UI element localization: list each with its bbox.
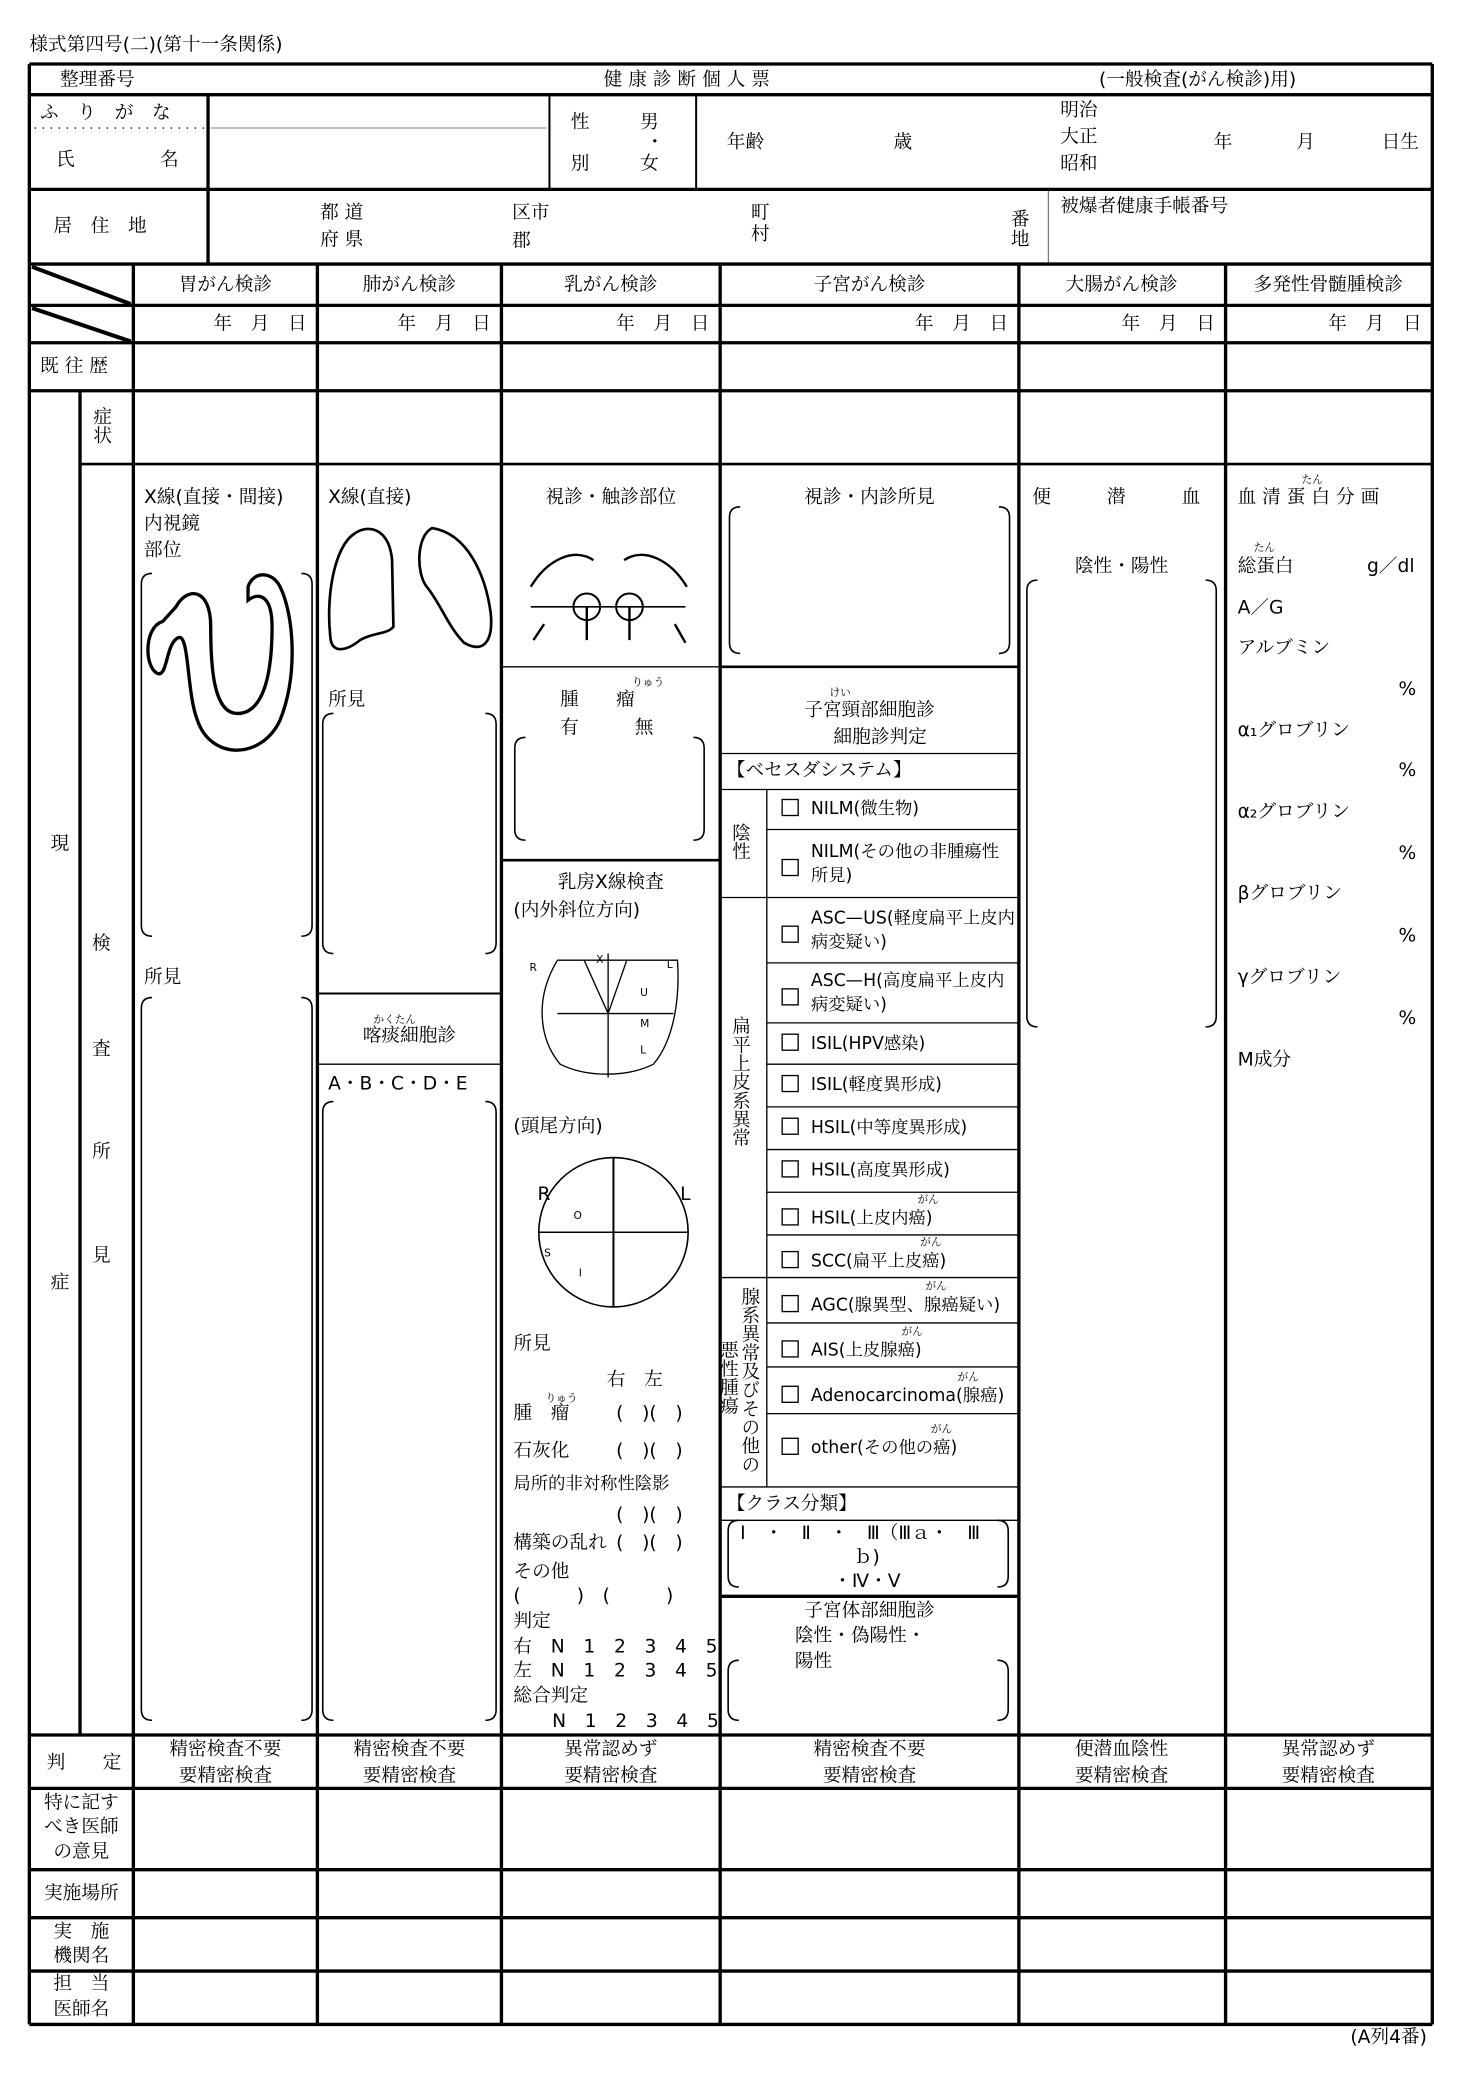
group-glandular-label: 腺系異常及びその他の [738,1286,761,1474]
fecal-occult-blood-label: 便 潜 血 [1032,486,1201,509]
exam-place-label: 実施場所 [44,1883,119,1905]
diagram-label: X [596,953,604,966]
sputum-bracket-left [323,1102,334,1721]
breast-tumor-bracket-left [515,737,526,840]
ruby: がん [901,1324,923,1337]
percent-unit: % [1398,760,1417,782]
birth-day-label: 日生 [1381,132,1419,154]
endometrial-result[interactable]: 陽性 [794,1650,833,1673]
endometrial-bracket-left [728,1660,739,1720]
diagram-label: U [640,986,648,999]
form-number: 様式第四号(二)(第十一条関係) [29,34,283,57]
stomach-xray-label: X線(直接・間接) [144,486,284,509]
diagram-label: I [578,1266,582,1279]
exam-date[interactable]: 年 月 日 [1121,313,1215,335]
doctor-opinion-label: の意見 [53,1841,110,1864]
era-taisho[interactable]: 大正 [1060,126,1098,149]
diagonal-line [32,267,131,304]
calcification-right-left[interactable]: ( )( ) [616,1440,683,1462]
banchi-label: 番 [1010,209,1030,231]
ruby: がん [920,1236,942,1249]
current-symptom-label: 現 [50,833,70,855]
era-showa[interactable]: 昭和 [1060,153,1098,175]
judgement-option[interactable]: 要精密検査 [178,1765,273,1788]
city-label: 区市 [512,202,550,225]
stomach-findings-bracket-left [141,998,152,1721]
breast-tumor-presence[interactable]: 有 無 [560,717,654,739]
percent-unit: % [1398,925,1417,947]
judgement-option[interactable]: 要精密検査 [1074,1765,1169,1788]
judgement-label: 判定 [513,1610,551,1633]
percent-unit: % [1398,1008,1417,1030]
distortion-right-left[interactable]: ( )( ) [616,1532,683,1554]
m-protein-label: M成分 [1237,1049,1292,1071]
albumin-label: アルブミン [1237,637,1331,659]
overall-judgement-label: 総合判定 [513,1685,589,1708]
exam-date[interactable]: 年 月 日 [616,313,710,335]
checkbox-NILM(その他の非腫瘍性[interactable] [781,858,798,875]
breast-tumor-label: 腫 瘤 [560,689,635,711]
checkbox-HSIL(上皮内癌)[interactable] [781,1208,798,1225]
exam-date[interactable]: 年 月 日 [914,313,1009,335]
stomach-site-bracket-right [301,573,312,936]
exam-org-label: 機関名 [53,1945,110,1968]
doctor-opinion-label: べき医師 [44,1816,119,1838]
address-label: 居 住 地 [53,216,147,238]
birth-month-label: 月 [1296,132,1315,154]
sputum-bracket-right [485,1102,496,1721]
cytology-option[interactable]: NILM(微生物) [810,799,920,820]
ruby: りゅう [632,676,665,689]
column-header: 大腸がん検診 [1065,274,1178,297]
judgement-option[interactable]: 要精密検査 [1281,1765,1375,1788]
right-category[interactable]: 右 N 1 2 3 4 5 [513,1636,718,1658]
checkbox-ASC—US(軽度扁平上皮内[interactable] [781,925,798,942]
diagram-label: L [680,1184,691,1206]
ruby: がん [957,1370,979,1383]
judgement-option[interactable]: 要精密検査 [564,1765,658,1788]
judgement-option[interactable]: 異常認めず [564,1739,658,1761]
cytology-option[interactable]: ASC—H(高度扁平上皮内 [810,970,1005,991]
fad-right-left[interactable]: ( )( ) [616,1504,683,1526]
checkbox-ASC—H(高度扁平上皮内[interactable] [781,988,798,1005]
right-lung-diagram [419,528,491,647]
cytology-option[interactable]: ISIL(HPV感染) [810,1033,926,1054]
exam-findings-label: 所 [92,1141,111,1163]
mlo-label: (内外斜位方向) [513,900,641,922]
cytology-option[interactable]: HSIL(上皮内癌) [810,1208,933,1229]
unit-label: g／dl [1366,556,1415,578]
alpha1-globulin-label: α₁グロブリン [1237,720,1350,742]
distortion-label: 構築の乱れ [513,1532,607,1554]
name-label: 名 [160,149,179,171]
tumor-row-label: 腫 瘤 [513,1402,570,1425]
group-negative-label: 陰性 [729,822,751,861]
diagram-label: M [640,1017,650,1030]
male-option[interactable]: 男 [640,112,659,134]
checkbox-HSIL(高度異形成)[interactable] [781,1160,798,1177]
endometrial-result[interactable]: 陰性・偽陽性・ [794,1625,926,1647]
cytology-option[interactable]: AIS(上皮腺癌) [810,1340,922,1361]
cytology-option[interactable]: HSIL(高度異形成) [810,1160,950,1181]
ruby: がん [930,1422,953,1435]
diagram-label: S [544,1246,551,1259]
sputum-cytology-label: 喀痰細胞診 [362,1025,457,1047]
prefecture-label: 都 道 [320,202,364,225]
exam-date[interactable]: 年 月 日 [397,313,491,335]
endometrial-bracket-right [998,1660,1009,1720]
cytology-option[interactable]: 所見) [810,865,853,886]
hibakusha-handbook-label: 被爆者健康手帳番号 [1060,196,1229,218]
exam-date[interactable]: 年 月 日 [1328,313,1422,335]
group-squamous-label: 扁平上皮系異常 [729,1016,751,1147]
lung-findings-bracket-right [485,713,496,953]
judgement-option[interactable]: 異常認めず [1281,1739,1375,1761]
fecal-occult-result[interactable]: 陰性・陽性 [1074,556,1169,578]
judgement-option[interactable]: 要精密検査 [822,1765,917,1788]
village-label: 村 [750,224,770,246]
judgement-option[interactable]: 精密検査不要 [353,1739,466,1761]
cytology-option[interactable]: 病変疑い) [810,932,887,953]
lung-findings-label: 所見 [328,689,366,711]
current-symptom-label: 症 [50,1272,70,1294]
checkbox-AIS(上皮腺癌)[interactable] [781,1340,798,1357]
name-label: 氏 [56,149,75,171]
class-bracket-right [998,1520,1009,1587]
checkbox-ISIL(HPV感染)[interactable] [781,1033,798,1050]
column-header: 乳がん検診 [564,274,658,297]
class-options[interactable]: ｂ) [853,1546,880,1569]
breast-palpation-label: 視診・触診部位 [545,486,677,509]
ruby: がん [917,1193,939,1206]
furigana-label: ふ り が な [40,102,171,125]
checkbox-AGC(腺異型、腺癌疑い)[interactable] [781,1295,798,1312]
checkbox-SCC(扁平上皮癌)[interactable] [781,1251,798,1268]
cytology-option[interactable]: 病変疑い) [810,994,887,1015]
stomach-site-bracket-left [141,573,152,936]
form-subtitle: (一般検査(がん検診)用) [1098,69,1297,91]
cervical-cytology-label: 子宮頸部細胞診 [804,700,935,722]
exam-findings-label: 査 [92,1038,111,1061]
column-header: 子宮がん検診 [813,274,926,297]
mammo-mlo-diagram [542,954,678,1078]
column-header: 多発性骨髄腫検診 [1253,274,1403,297]
breast-tumor-bracket-right [693,737,704,840]
other-label: その他 [513,1561,570,1583]
symptom-label: 症状 [90,406,113,445]
total-protein-label: 総蛋白 [1237,556,1294,578]
serum-protein-label: 血 清 蛋 白 分 画 [1237,486,1380,509]
fad-label: 局所的非対称性陰影 [513,1474,670,1495]
paper-size-note: (A列4番) [1350,2027,1427,2049]
calcification-label: 石灰化 [513,1440,570,1462]
percent-unit: % [1398,678,1417,701]
era-meiji[interactable]: 明治 [1060,100,1098,122]
age-unit: 歳 [893,132,913,154]
form-title: 健 康 診 断 個 人 票 [603,69,770,91]
ruby: たん [1301,473,1323,486]
banchi-label: 地 [1010,229,1030,251]
colon-bracket-right [1206,580,1217,1027]
stomach-site-label: 部位 [144,540,182,562]
class-options[interactable]: Ⅰ ・ Ⅱ ・ Ⅲ（Ⅲａ・ Ⅲ [740,1522,981,1545]
ruby: がん [925,1280,947,1293]
sex-label: 別 [570,153,590,175]
doctor-name-label: 医師名 [53,1999,110,2021]
exam-findings-label: 見 [92,1245,111,1267]
checkbox-HSIL(中等度異形成)[interactable] [781,1118,798,1135]
stomach-diagram [148,575,292,750]
county-label: 郡 [512,230,531,253]
town-label: 町 [750,202,770,225]
ruby: たん [1253,541,1275,554]
diagram-label: R [537,1184,551,1206]
cc-label: (頭尾方向) [513,1116,603,1138]
age-label: 年齢 [726,132,765,154]
prefecture-label: 府 県 [320,229,364,251]
right-left-header: 右 左 [606,1369,663,1391]
bethesda-label: 【ベセスダシステム】 [726,760,912,782]
judgement-option[interactable]: 便潜血陰性 [1074,1739,1169,1761]
cytology-option[interactable]: other(その他の癌) [810,1438,958,1459]
uterus-inspection-bracket-right [999,507,1010,654]
cytology-judgement-label: 細胞診判定 [833,726,927,749]
checkbox-NILM(微生物)[interactable] [781,799,798,816]
exam-findings-label: 検 [92,933,111,955]
checkbox-ISIL(軽度異形成)[interactable] [781,1075,798,1092]
ruby: りゅう [545,1392,578,1405]
doctor-name-label: 担 当 [53,1973,110,1996]
diagram-label: O [573,1209,582,1222]
alpha2-globulin-label: α₂グロブリン [1237,801,1350,823]
lung-xray-label: X線(直接) [328,486,412,509]
overall-category[interactable]: N 1 2 3 4 5 [552,1711,719,1733]
endometrial-cytology-label: 子宮体部細胞診 [804,1600,935,1622]
doctor-opinion-label: 特に記す [44,1792,119,1814]
ruby: かくたん [373,1013,417,1026]
cytology-option[interactable]: Adenocarcinoma(腺癌) [810,1385,1005,1406]
stomach-endoscope-label: 内視鏡 [144,513,201,535]
beta-globulin-label: βグロブリン [1237,882,1343,905]
left-category[interactable]: 左 N 1 2 3 4 5 [513,1660,718,1682]
left-lung-diagram [329,529,393,649]
group-glandular-label: 悪性腫瘍 [717,1340,739,1415]
class-options[interactable]: ・Ⅳ・Ⅴ [833,1570,901,1593]
breast-torso-diagram [531,555,687,643]
cytology-option[interactable]: ISIL(軽度異形成) [810,1075,942,1096]
judgement-row-label: 判 定 [46,1752,122,1774]
stomach-findings-bracket-right [301,998,312,1721]
stomach-findings-label: 所見 [144,966,182,989]
medical-history-label: 既 往 歴 [40,356,108,378]
judgement-option[interactable]: 精密検査不要 [169,1739,282,1761]
class-bracket-left [728,1520,739,1587]
exam-date[interactable]: 年 月 日 [213,313,307,335]
sex-label: 性 [570,112,590,134]
diagonal-line [32,308,131,341]
judgement-option[interactable]: 精密検査不要 [813,1739,926,1761]
sputum-grades: A・B・C・D・E [328,1073,468,1095]
lung-findings-bracket-left [323,713,334,953]
birth-year-label: 年 [1213,132,1233,154]
ag-ratio-label: A／G [1237,597,1284,619]
cytology-option[interactable]: NILM(その他の非腫瘍性 [810,841,999,862]
mammography-label: 乳房X線検査 [557,872,664,894]
diagram-label: R [529,961,537,974]
checkbox-Adenocarcinoma(腺癌)[interactable] [781,1385,798,1402]
other-right-left[interactable]: ( ) ( ) [513,1585,674,1607]
judgement-option[interactable]: 要精密検査 [362,1765,457,1788]
gamma-globulin-label: γグロブリン [1237,966,1342,989]
cytology-option[interactable]: ASC—US(軽度扁平上皮内 [810,908,1015,929]
exam-org-label: 実 施 [53,1921,110,1944]
checkbox-other(その他の癌)[interactable] [781,1438,798,1455]
diagram-label: L [666,958,673,971]
column-header: 胃がん検診 [178,274,273,297]
cytology-option[interactable]: AGC(腺異型、腺癌疑い) [810,1295,1001,1316]
cytology-option[interactable]: HSIL(中等度異形成) [810,1118,968,1139]
cytology-option[interactable]: SCC(扁平上皮癌) [810,1251,947,1272]
ruby: けい [829,686,851,699]
column-header: 肺がん検診 [362,274,457,297]
female-option[interactable]: 女 [640,153,659,175]
separator: ・ [645,132,665,154]
colon-bracket-left [1027,580,1038,1027]
diagram-label: L [640,1044,647,1057]
percent-unit: % [1398,842,1417,865]
uterus-inspection-bracket-left [729,507,740,654]
breast-findings-label: 所見 [513,1333,551,1355]
class-label: 【クラス分類】 [726,1493,857,1515]
serial-number-label: 整理番号 [60,69,135,91]
tumor-right-left[interactable]: ( )( ) [616,1402,683,1425]
uterus-inspection-label: 視診・内診所見 [804,486,935,509]
